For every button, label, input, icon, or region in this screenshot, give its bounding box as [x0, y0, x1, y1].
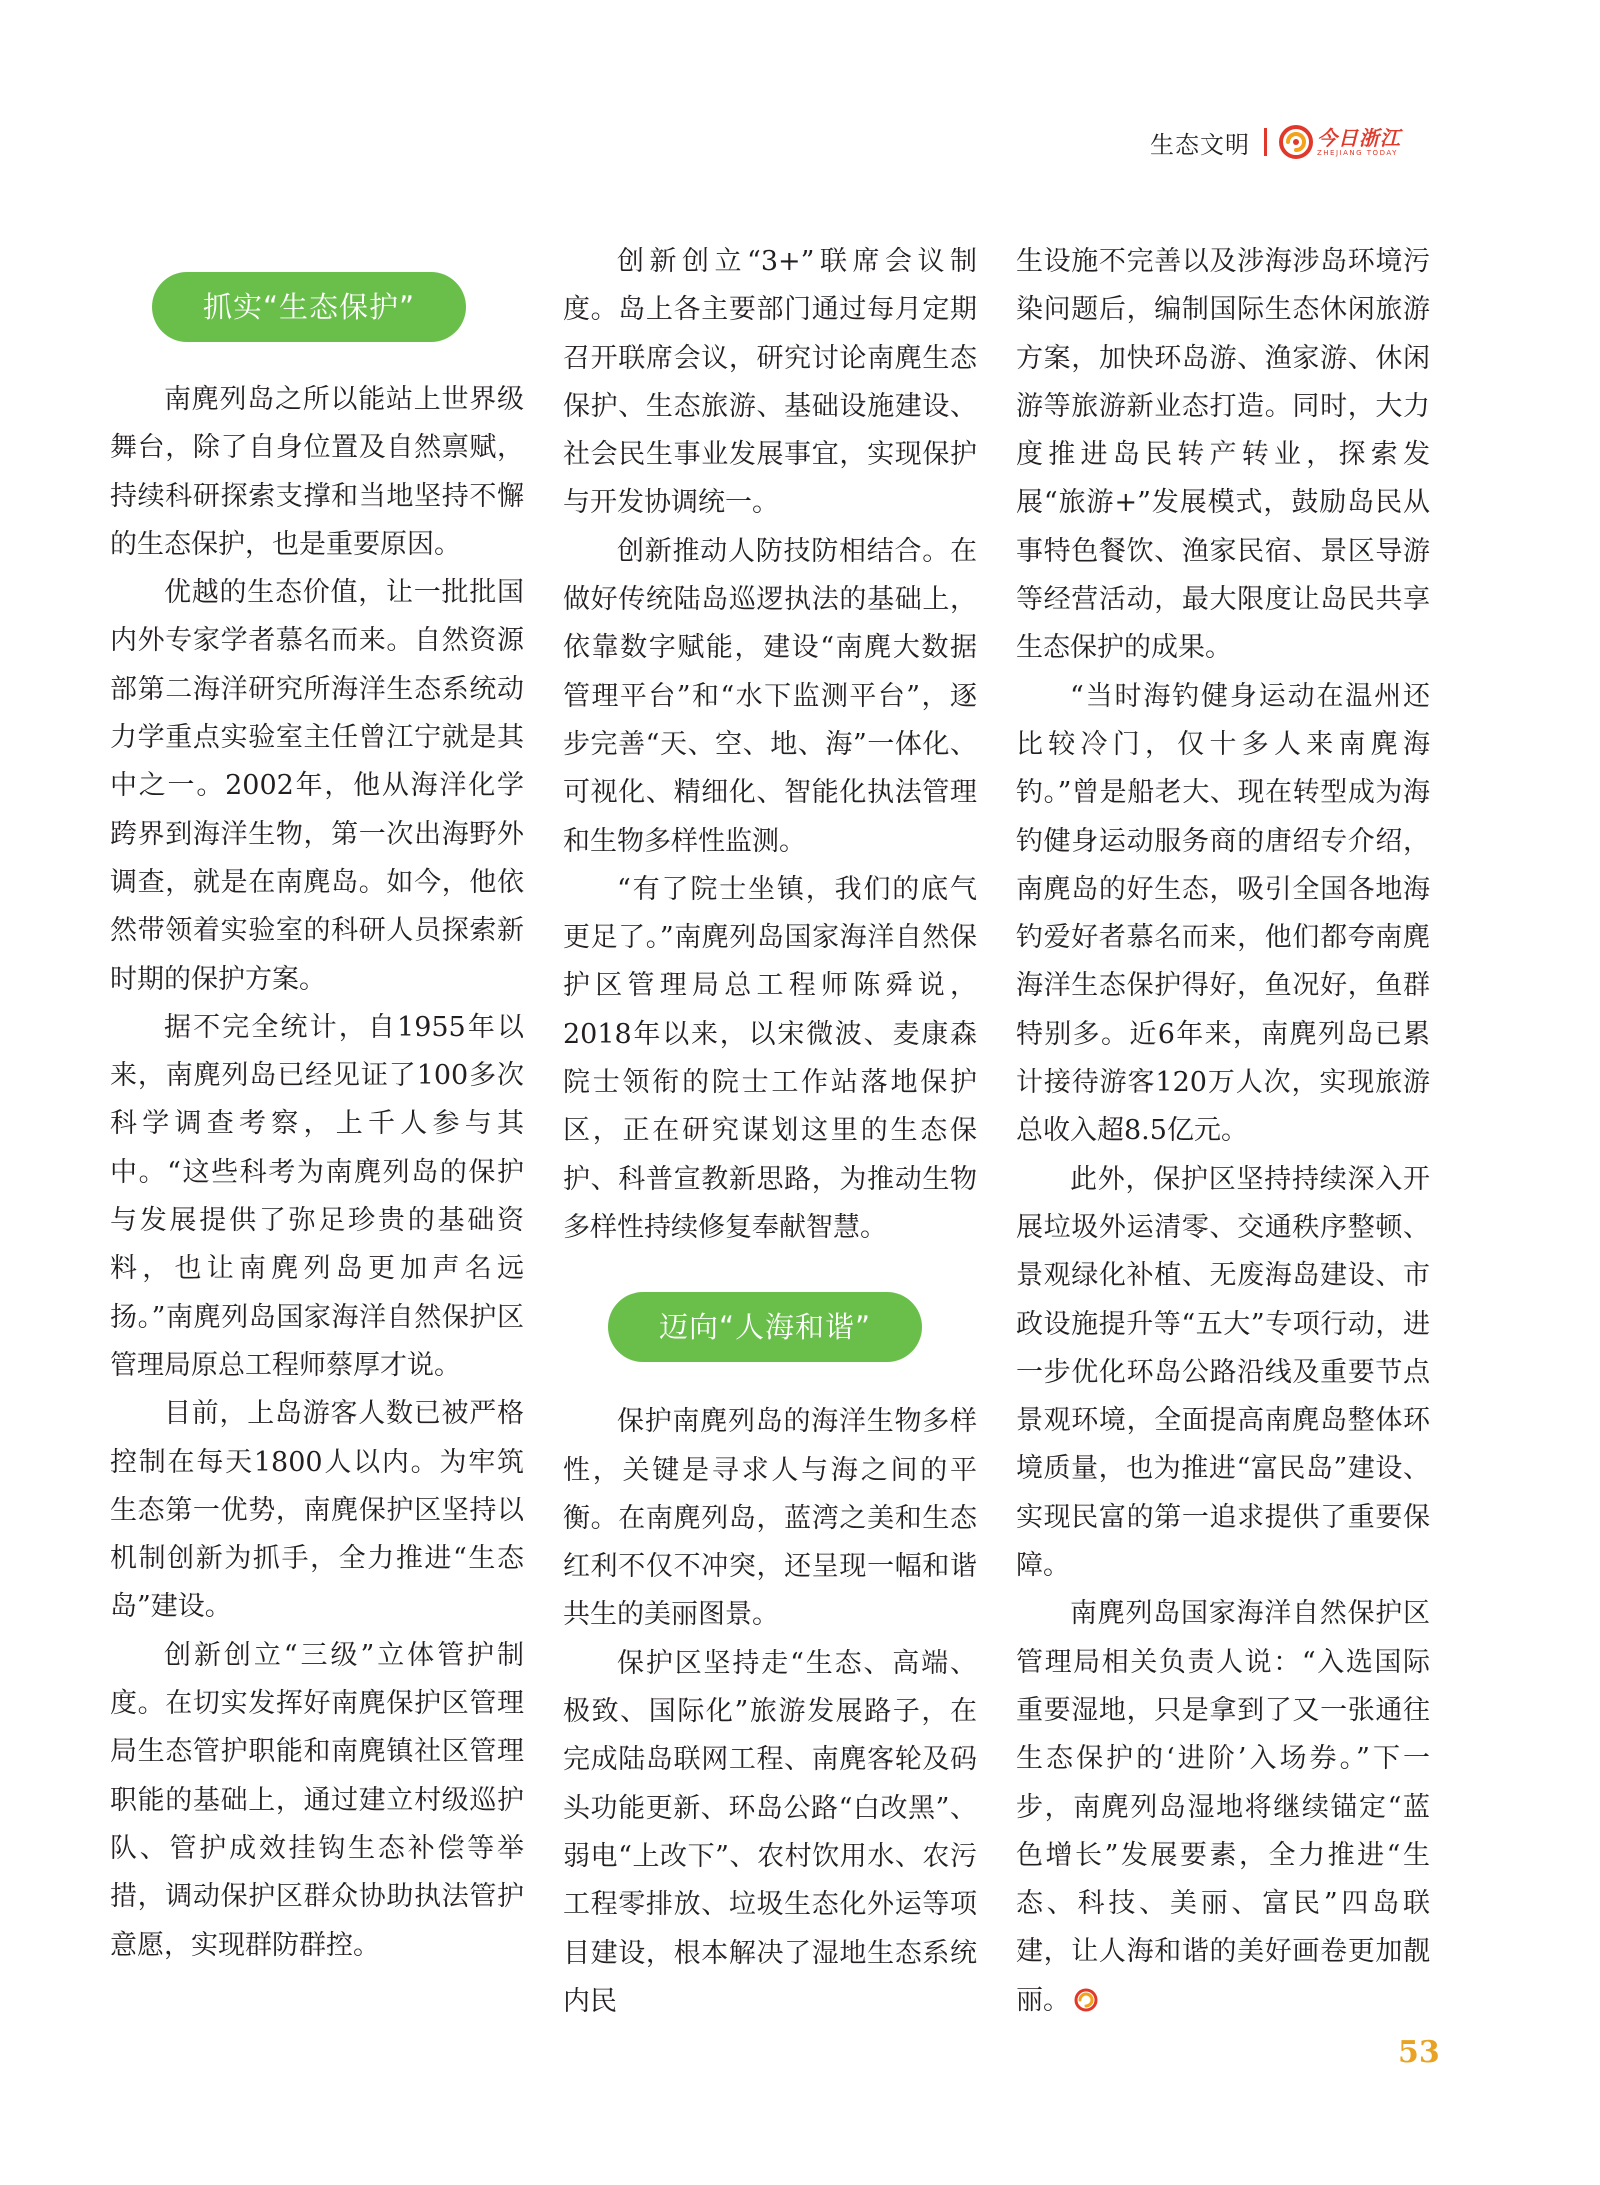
- header-divider: [1264, 128, 1267, 156]
- paragraph: 此外，保护区坚持持续深入开展垃圾外运清零、交通秩序整顿、景观绿化补植、无废海岛建设、市政设施提升等“五大”专项行动，进一步优化环岛公路沿线及重要节点景观环境，全面提高南麂岛整体环境质量，也为推进“富民岛”建设、实现民富的第一追求提供了重要保障。: [1016, 1163, 1430, 1582]
- section-heading-human-sea-harmony: 迈向“人海和谐”: [608, 1292, 922, 1362]
- column-1: [110, 238, 524, 1970]
- paragraph: 南麂列岛之所以能站上世界级舞台，除了自身位置及自然禀赋，持续科研探索支撑和当地坚持不懈的生态保护，也是重要原因。: [110, 384, 524, 560]
- paragraph: 保护南麂列岛的海洋生物多样性，关键是寻求人与海之间的平衡。在南麂列岛，蓝湾之美和生态红利不仅不冲突，还呈现一幅和谐共生的美丽图景。: [563, 1406, 977, 1631]
- paragraph-final: [1016, 1590, 1430, 2025]
- paragraph: 目前，上岛游客人数已被严格控制在每天1800人以内。为牢筑生态第一优势，南麂保护区坚持以机制创新为抓手，全力推进“生态岛”建设。: [110, 1398, 524, 1623]
- logo-english: ZHEJIANG TODAY: [1317, 148, 1398, 157]
- paragraph: 创新创立“三级”立体管护制度。在切实发挥好南麂保护区管理局生态管护职能和南麂镇社区管理职能的基础上，通过建立村级巡护队、管护成效挂钩生态补偿等举措，调动保护区群众协助执法管护意愿，实现群防群控。: [110, 1639, 524, 1961]
- magazine-logo: [1279, 125, 1401, 159]
- paragraph: 创新创立“3+”联席会议制度。岛上各主要部门通过每月定期召开联席会议，研究讨论南麂生态保护、生态旅游、基础设施建设、社会民生事业发展事宜，实现保护与开发协调统一。: [563, 246, 977, 519]
- column-3: [1016, 238, 1430, 2025]
- end-of-article-icon: [1074, 1988, 1098, 2012]
- paragraph: 保护区坚持走“生态、高端、极致、国际化”旅游发展路子，在完成陆岛联网工程、南麂客轮及码头功能更新、环岛公路“白改黑”、弱电“上改下”、农村饮用水、农污工程零排放、垃圾生态化外运等项目建设，根本解决了湿地生态系统内民: [563, 1647, 977, 2017]
- paragraph: 创新推动人防技防相结合。在做好传统陆岛巡逻执法的基础上，依靠数字赋能，建设“南麂大数据管理平台”和“水下监测平台”，逐步完善“天、空、地、海”一体化、可视化、精细化、智能化执法管理和生物多样性监测。: [563, 535, 977, 857]
- section-heading-ecology-protection: 抓实“生态保护”: [152, 272, 466, 342]
- section-name: 生态文明: [1150, 130, 1250, 159]
- logo-swirl-icon: [1279, 125, 1313, 159]
- logo-chinese: 今日浙江: [1317, 125, 1401, 150]
- paragraph: 据不完全统计，自1955年以来，南麂列岛已经见证了100多次科学调查考察，上千人参与其中。“这些科考为南麂列岛的保护与发展提供了弥足珍贵的基础资料，也让南麂列岛更加声名远扬。”南麂列岛国家海洋自然保护区管理局原总工程师蔡厚才说。: [110, 1011, 524, 1381]
- paragraph-continued: 生设施不完善以及涉海涉岛环境污染问题后，编制国际生态休闲旅游方案，加快环岛游、渔家游、休闲游等旅游新业态打造。同时，大力度推进岛民转产转业，探索发展“旅游+”发展模式，鼓励岛民从事特色餐饮、渔家民宿、景区导游等经营活动，最大限度让岛民共享生态保护的成果。: [1016, 246, 1430, 664]
- column-2: [563, 238, 977, 2026]
- paragraph: 优越的生态价值，让一批批国内外专家学者慕名而来。自然资源部第二海洋研究所海洋生态系统动力学重点实验室主任曾江宁就是其中之一。2002年，他从海洋化学跨界到海洋生物，第一次出海野外调查，就是在南麂岛。如今，他依然带领着实验室的科研人员探索新时期的保护方案。: [110, 577, 524, 995]
- page-header: [1150, 120, 1450, 164]
- page-number: 53: [1398, 2035, 1440, 2070]
- final-paragraph-text: 南麂列岛国家海洋自然保护区管理局相关负责人说：“入选国际重要湿地，只是拿到了又一张通往生态保护的‘进阶’入场券。”下一步，南麂列岛湿地将继续锚定“蓝色增长”发展要素，全力推进“生态、科技、美丽、富民”四岛联建，让人海和谐的美好画卷更加靓丽。: [1016, 1598, 1430, 2016]
- paragraph: “有了院士坐镇，我们的底气更足了。”南麂列岛国家海洋自然保护区管理局总工程师陈舜说，2018年以来，以宋微波、麦康森院士领衔的院士工作站落地保护区，正在研究谋划这里的生态保护、科普宣教新思路，为推动生物多样性持续修复奉献智慧。: [563, 873, 977, 1243]
- paragraph: “当时海钓健身运动在温州还比较冷门，仅十多人来南麂海钓。”曾是船老大、现在转型成为海钓健身运动服务商的唐绍专介绍，南麂岛的好生态，吸引全国各地海钓爱好者慕名而来，他们都夸南麂海洋生态保护得好，鱼况好，鱼群特别多。近6年来，南麂列岛已累计接待游客120万人次，实现旅游总收入超8.5亿元。: [1016, 680, 1430, 1147]
